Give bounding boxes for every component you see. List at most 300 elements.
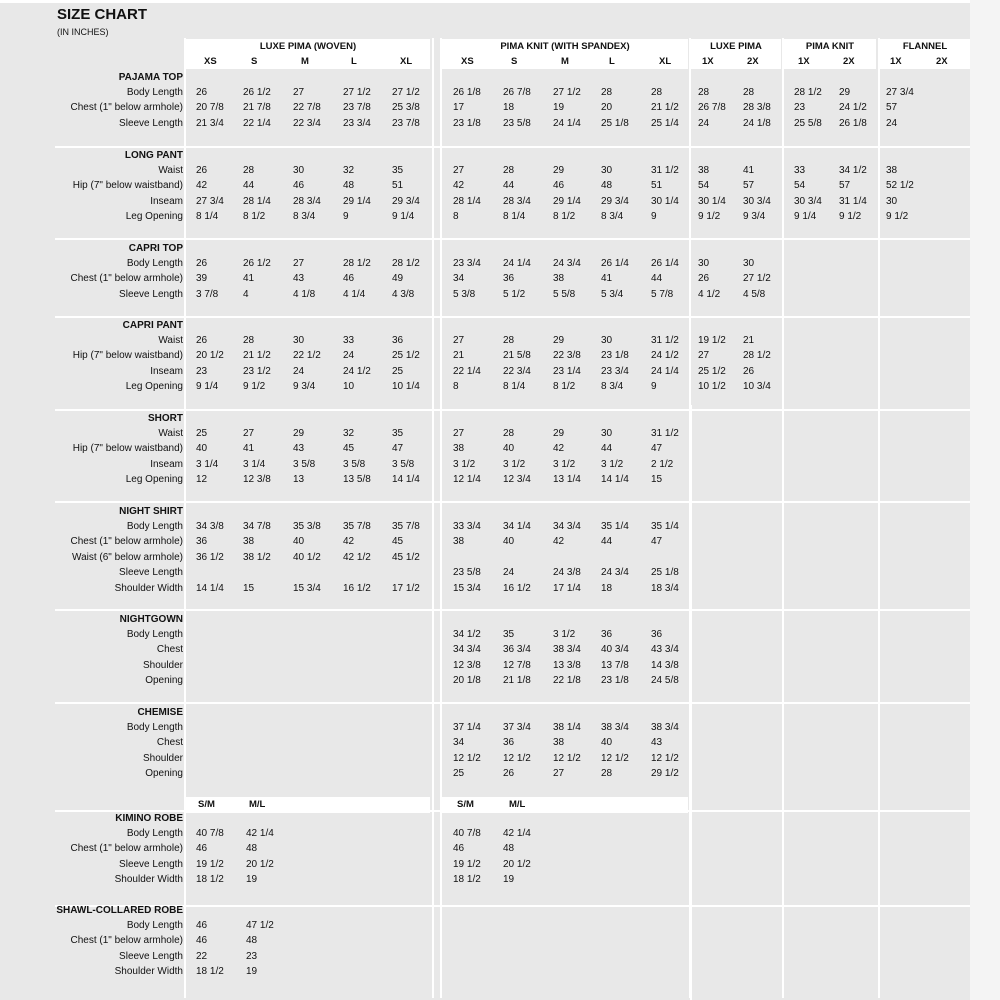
table-cell: 28 <box>601 87 613 98</box>
table-cell: 29 1/4 <box>343 195 371 207</box>
table-cell: 29 3/4 <box>392 195 420 207</box>
table-cell: 42 1/4 <box>503 828 531 839</box>
table-cell: 30 <box>886 195 898 207</box>
table-cell: 30 <box>601 165 613 176</box>
row-label: Sleeve Length <box>119 858 183 870</box>
table-cell: 41 <box>743 165 755 176</box>
table-cell: 20 1/8 <box>453 675 481 687</box>
table-cell: 22 3/8 <box>553 350 581 362</box>
table-cell: 34 3/4 <box>453 644 481 656</box>
table-cell: 20 <box>601 102 613 114</box>
table-cell: 28 <box>743 87 755 98</box>
table-cell: 27 <box>293 87 305 98</box>
table-cell: 14 1/4 <box>196 582 224 594</box>
row-label: Sleeve Length <box>119 567 183 579</box>
table-cell: 27 <box>453 428 465 439</box>
table-cell: 5 3/8 <box>453 288 476 300</box>
table-cell: 28 <box>601 768 613 780</box>
row-label: Shoulder Width <box>114 966 183 978</box>
table-cell: 16 1/2 <box>503 582 531 594</box>
table-cell: 31 1/2 <box>651 165 679 176</box>
table-cell: 25 5/8 <box>794 117 822 129</box>
table-cell: 43 <box>293 273 305 285</box>
table-cell: 23 3/4 <box>601 365 629 377</box>
size-header: XS <box>204 56 217 67</box>
table-cell: 26 7/8 <box>503 87 531 98</box>
table-cell: 24 <box>503 567 515 579</box>
table-cell: 38 <box>453 536 465 548</box>
row-label: Body Length <box>126 920 183 931</box>
table-cell: 8 3/4 <box>601 211 624 223</box>
table-cell: 24 <box>293 365 305 377</box>
table-cell: 28 <box>503 428 515 439</box>
row-divider <box>55 501 970 503</box>
table-cell: 24 3/8 <box>553 567 581 579</box>
table-cell: 3 5/8 <box>343 458 366 470</box>
row-label: Chest <box>156 737 183 749</box>
table-cell: 23 1/4 <box>553 365 581 377</box>
table-cell: 21 <box>453 350 465 362</box>
row-label: Opening <box>145 675 183 687</box>
table-cell: 24 <box>343 350 355 362</box>
column-divider <box>878 38 880 998</box>
table-cell: 28 <box>243 165 255 176</box>
table-cell: 23 7/8 <box>343 102 371 114</box>
table-cell: 3 1/2 <box>553 458 576 470</box>
table-cell: 12 3/4 <box>503 474 531 486</box>
table-cell: 9 1/4 <box>794 211 817 223</box>
row-divider <box>55 905 970 907</box>
section-title: CHEMISE <box>137 707 183 718</box>
row-label: Chest <box>156 644 183 656</box>
row-label: Leg Opening <box>125 211 183 223</box>
table-cell: 40 <box>503 443 515 455</box>
table-cell: 48 <box>503 843 515 855</box>
size-header: XL <box>400 56 413 67</box>
row-label: Waist <box>158 428 183 439</box>
table-cell: 45 <box>392 536 404 548</box>
table-cell: 38 3/4 <box>651 722 679 733</box>
table-cell: 40 3/4 <box>601 644 629 656</box>
table-cell: 29 1/4 <box>553 195 581 207</box>
table-cell: 23 1/8 <box>601 675 629 687</box>
table-cell: 44 <box>601 536 613 548</box>
table-cell: 29 <box>553 335 565 346</box>
table-cell: 25 <box>392 365 404 377</box>
robe-knit-header-box <box>442 797 688 813</box>
size-header: S <box>251 56 258 67</box>
table-cell: 30 3/4 <box>794 195 822 207</box>
table-cell: 12 1/2 <box>503 752 531 764</box>
table-cell: 12 3/8 <box>243 474 271 486</box>
table-cell: 22 1/4 <box>243 117 271 129</box>
table-cell: 36 3/4 <box>503 644 531 656</box>
table-cell: 27 1/2 <box>392 87 420 98</box>
table-cell: 4 <box>243 288 249 300</box>
table-cell: 13 5/8 <box>343 474 371 486</box>
table-cell: 3 7/8 <box>196 288 219 300</box>
section-title: PAJAMA TOP <box>118 72 183 83</box>
row-label: Chest (1" below armhole) <box>70 102 183 114</box>
table-cell: 23 5/8 <box>453 567 481 579</box>
table-cell: 38 1/2 <box>243 551 271 563</box>
table-cell: 9 3/4 <box>743 211 766 223</box>
table-cell: 28 <box>698 87 710 98</box>
size-header: XS <box>461 56 474 67</box>
group-header: LUXE PIMA (WOVEN) <box>259 41 357 52</box>
table-cell: 25 1/2 <box>698 365 726 377</box>
table-cell: 9 1/4 <box>392 211 415 223</box>
table-cell: 46 <box>553 180 565 192</box>
table-cell: 24 1/2 <box>839 102 867 114</box>
table-cell: 28 1/2 <box>343 258 371 269</box>
table-cell: 13 <box>293 474 305 486</box>
row-label: Waist <box>158 335 183 346</box>
table-cell: 29 <box>553 165 565 176</box>
table-cell: 18 1/2 <box>196 874 224 886</box>
table-cell: 42 <box>196 180 208 192</box>
row-label: Inseam <box>150 195 183 207</box>
section-title: NIGHT SHIRT <box>119 506 183 517</box>
table-cell: 12 1/2 <box>651 752 679 764</box>
table-cell: 3 1/4 <box>196 458 219 470</box>
table-cell: 4 3/8 <box>392 288 415 300</box>
column-divider <box>184 38 186 998</box>
table-cell: 27 1/2 <box>343 87 371 98</box>
row-label: Waist <box>158 165 183 176</box>
table-cell: 48 <box>246 843 258 855</box>
table-cell: 30 <box>293 165 305 176</box>
row-label: Chest (1" below armhole) <box>70 843 183 855</box>
table-cell: 46 <box>343 273 355 285</box>
table-cell: 34 <box>453 737 465 749</box>
top-divider <box>0 0 1000 3</box>
size-header: S <box>511 56 518 67</box>
table-cell: 20 1/2 <box>503 858 531 870</box>
table-cell: 48 <box>246 935 258 947</box>
table-cell: 12 1/2 <box>453 752 481 764</box>
group-header: FLANNEL <box>902 41 948 52</box>
row-label: Waist (6" below armhole) <box>72 551 183 563</box>
table-cell: 38 <box>553 737 565 749</box>
table-cell: 35 <box>392 165 404 176</box>
table-cell: 27 <box>453 165 465 176</box>
row-label: Body Length <box>126 258 183 269</box>
table-cell: 31 1/4 <box>839 195 867 207</box>
table-cell: 8 3/4 <box>293 211 316 223</box>
table-cell: 19 <box>553 102 565 114</box>
table-cell: 21 5/8 <box>503 350 531 362</box>
size-header: L <box>351 56 357 67</box>
size-header: M <box>561 56 569 67</box>
right-margin <box>970 0 1000 1000</box>
row-label: Body Length <box>126 629 183 640</box>
table-cell: 24 3/4 <box>601 567 629 579</box>
table-cell: 31 1/2 <box>651 335 679 346</box>
section-title: KIMINO ROBE <box>115 813 183 824</box>
section-title: SHAWL-COLLARED ROBE <box>56 905 183 916</box>
table-cell: 35 1/4 <box>651 521 679 532</box>
table-cell: 8 1/2 <box>243 211 266 223</box>
robe-woven-header-box <box>186 797 430 813</box>
table-cell: 13 3/8 <box>553 659 581 671</box>
table-cell: 27 <box>553 768 565 780</box>
row-label: Body Length <box>126 87 183 98</box>
table-cell: 48 <box>601 180 613 192</box>
table-cell: 14 3/8 <box>651 659 679 671</box>
table-cell: 4 1/8 <box>293 288 316 300</box>
table-cell: 35 7/8 <box>392 521 420 532</box>
table-cell: 23 3/4 <box>343 117 371 129</box>
table-cell: 12 1/4 <box>453 474 481 486</box>
table-cell: 23 <box>246 950 258 962</box>
table-cell: 24 1/4 <box>553 117 581 129</box>
table-cell: 35 1/4 <box>601 521 629 532</box>
table-cell: 42 <box>553 443 565 455</box>
table-cell: 9 1/4 <box>196 381 219 393</box>
table-cell: 38 3/4 <box>601 722 629 733</box>
table-cell: 26 <box>698 273 710 285</box>
table-cell: 25 3/8 <box>392 102 420 114</box>
row-divider <box>55 409 970 411</box>
table-cell: 18 <box>601 582 613 594</box>
table-cell: 39 <box>196 273 208 285</box>
table-cell: 24 <box>698 117 710 129</box>
table-cell: 19 <box>503 874 515 886</box>
table-cell: 37 1/4 <box>453 722 481 733</box>
table-cell: 26 1/8 <box>839 117 867 129</box>
table-cell: 29 <box>553 428 565 439</box>
section-title: LONG PANT <box>124 150 183 161</box>
table-cell: 27 <box>698 350 710 362</box>
table-cell: 19 <box>246 874 258 886</box>
table-cell: 8 3/4 <box>601 381 624 393</box>
table-cell: 45 1/2 <box>392 551 420 563</box>
table-cell: 26 1/4 <box>651 258 679 269</box>
group-header: PIMA KNIT <box>805 41 855 52</box>
table-cell: 19 1/2 <box>698 335 726 346</box>
size-header: 2X <box>843 56 855 67</box>
table-cell: 47 <box>651 536 663 548</box>
table-cell: 36 1/2 <box>196 551 224 563</box>
table-cell: 8 1/4 <box>196 211 219 223</box>
table-cell: 21 3/4 <box>196 117 224 129</box>
table-cell: 51 <box>651 180 663 192</box>
table-cell: 36 <box>392 335 404 346</box>
table-cell: 9 1/2 <box>243 381 266 393</box>
table-cell: 34 3/4 <box>553 521 581 532</box>
table-cell: 26 <box>503 768 515 780</box>
table-cell: 28 3/8 <box>743 102 771 114</box>
table-cell: 13 7/8 <box>601 659 629 671</box>
table-cell: 25 1/4 <box>651 117 679 129</box>
table-cell: 3 1/2 <box>553 629 576 640</box>
size-header: 1X <box>702 56 714 67</box>
table-cell: 24 1/2 <box>651 350 679 362</box>
row-label: Body Length <box>126 521 183 532</box>
section-title: CAPRI TOP <box>128 243 183 254</box>
row-label: Hip (7" below waistband) <box>72 443 183 455</box>
table-cell: 23 1/8 <box>453 117 481 129</box>
table-cell: 4 1/4 <box>343 288 366 300</box>
table-cell: 10 1/4 <box>392 381 420 393</box>
table-cell: 24 3/4 <box>553 258 581 269</box>
row-label: Shoulder <box>142 752 183 764</box>
table-cell: 22 <box>196 950 208 962</box>
group-header: PIMA KNIT (WITH SPANDEX) <box>500 41 630 52</box>
table-cell: 48 <box>343 180 355 192</box>
table-cell: 46 <box>293 180 305 192</box>
group-header: LUXE PIMA <box>710 41 762 52</box>
table-cell: 28 1/2 <box>743 350 771 362</box>
table-cell: 24 1/8 <box>743 117 771 129</box>
table-cell: 28 3/4 <box>503 195 531 207</box>
row-label: Sleeve Length <box>119 288 183 300</box>
table-cell: 30 <box>698 258 710 269</box>
table-cell: 17 1/2 <box>392 582 420 594</box>
table-cell: 40 <box>601 737 613 749</box>
table-cell: 42 1/2 <box>343 551 371 563</box>
table-cell: 33 3/4 <box>453 521 481 532</box>
table-cell: 22 3/4 <box>503 365 531 377</box>
table-cell: 4 5/8 <box>743 288 766 300</box>
page-title: SIZE CHART <box>57 6 147 23</box>
table-cell: 34 1/2 <box>839 165 867 176</box>
robe-size-header: S/M <box>198 799 215 810</box>
row-label: Shoulder <box>142 659 183 671</box>
table-cell: 9 1/2 <box>886 211 909 223</box>
size-header: 1X <box>890 56 902 67</box>
table-cell: 25 1/8 <box>651 567 679 579</box>
table-cell: 24 1/2 <box>343 365 371 377</box>
table-cell: 9 <box>343 211 349 223</box>
table-cell: 29 <box>293 428 305 439</box>
table-cell: 20 7/8 <box>196 102 224 114</box>
row-label: Chest (1" below armhole) <box>70 536 183 548</box>
table-cell: 12 3/8 <box>453 659 481 671</box>
table-cell: 3 1/4 <box>243 458 266 470</box>
table-cell: 26 1/2 <box>243 258 271 269</box>
table-cell: 43 <box>293 443 305 455</box>
table-cell: 42 <box>453 180 465 192</box>
table-cell: 14 1/4 <box>392 474 420 486</box>
table-cell: 35 <box>392 428 404 439</box>
table-cell: 38 <box>243 536 255 548</box>
table-cell: 15 <box>651 474 663 486</box>
table-cell: 30 <box>293 335 305 346</box>
table-cell: 45 <box>343 443 355 455</box>
table-cell: 57 <box>743 180 755 192</box>
table-cell: 26 <box>196 258 208 269</box>
table-cell: 27 3/4 <box>886 87 914 98</box>
table-cell: 36 <box>601 629 613 640</box>
table-cell: 5 1/2 <box>503 288 526 300</box>
table-cell: 21 7/8 <box>243 102 271 114</box>
table-cell: 12 1/2 <box>601 752 629 764</box>
table-cell: 32 <box>343 165 355 176</box>
row-label: Hip (7" below waistband) <box>72 350 183 362</box>
row-label: Inseam <box>150 458 183 470</box>
table-cell: 22 7/8 <box>293 102 321 114</box>
table-cell: 41 <box>243 443 255 455</box>
table-cell: 30 <box>601 335 613 346</box>
table-cell: 34 1/4 <box>503 521 531 532</box>
table-cell: 30 <box>601 428 613 439</box>
table-cell: 29 1/2 <box>651 768 679 780</box>
table-cell: 13 1/4 <box>553 474 581 486</box>
table-cell: 24 5/8 <box>651 675 679 687</box>
size-header: M <box>301 56 309 67</box>
table-cell: 40 <box>293 536 305 548</box>
table-cell: 28 <box>243 335 255 346</box>
table-cell: 54 <box>698 180 710 192</box>
table-cell: 27 3/4 <box>196 195 224 207</box>
table-cell: 15 <box>243 582 255 594</box>
table-cell: 28 <box>503 335 515 346</box>
table-cell: 34 <box>453 273 465 285</box>
table-cell: 57 <box>886 102 898 114</box>
table-cell: 24 1/4 <box>651 365 679 377</box>
table-cell: 17 1/4 <box>553 582 581 594</box>
table-cell: 46 <box>453 843 465 855</box>
table-cell: 10 3/4 <box>743 381 771 393</box>
table-cell: 28 1/2 <box>392 258 420 269</box>
row-divider <box>55 702 970 704</box>
table-cell: 47 <box>392 443 404 455</box>
table-cell: 9 1/2 <box>839 211 862 223</box>
table-cell: 4 1/2 <box>698 288 721 300</box>
table-cell: 29 3/4 <box>601 195 629 207</box>
table-cell: 8 1/4 <box>503 211 526 223</box>
table-cell: 26 <box>196 87 208 98</box>
table-cell: 35 <box>503 629 515 640</box>
table-cell: 33 <box>343 335 355 346</box>
size-header: L <box>609 56 615 67</box>
column-divider <box>440 38 442 998</box>
table-cell: 21 1/2 <box>243 350 271 362</box>
table-cell: 29 <box>839 87 851 98</box>
table-cell: 25 1/8 <box>601 117 629 129</box>
table-cell: 26 <box>743 365 755 377</box>
table-cell: 40 7/8 <box>196 828 224 839</box>
section-title: SHORT <box>148 413 183 424</box>
table-cell: 23 5/8 <box>503 117 531 129</box>
table-cell: 38 1/4 <box>553 722 581 733</box>
table-cell: 28 3/4 <box>293 195 321 207</box>
table-cell: 25 1/2 <box>392 350 420 362</box>
table-cell: 41 <box>601 273 613 285</box>
table-cell: 28 1/2 <box>794 87 822 98</box>
table-cell: 23 7/8 <box>392 117 420 129</box>
table-cell: 40 <box>196 443 208 455</box>
table-cell: 21 1/8 <box>503 675 531 687</box>
size-header: 2X <box>936 56 948 67</box>
table-cell: 5 3/4 <box>601 288 624 300</box>
table-cell: 23 1/8 <box>601 350 629 362</box>
table-cell: 26 1/2 <box>243 87 271 98</box>
table-cell: 8 1/2 <box>553 211 576 223</box>
table-cell: 22 1/8 <box>553 675 581 687</box>
row-label: Inseam <box>150 365 183 377</box>
table-cell: 22 3/4 <box>293 117 321 129</box>
table-cell: 35 3/8 <box>293 521 321 532</box>
table-cell: 3 5/8 <box>293 458 316 470</box>
table-cell: 46 <box>196 920 208 931</box>
robe-size-header: M/L <box>509 799 526 810</box>
table-cell: 36 <box>503 737 515 749</box>
section-title: CAPRI PANT <box>122 320 183 331</box>
table-cell: 3 5/8 <box>392 458 415 470</box>
